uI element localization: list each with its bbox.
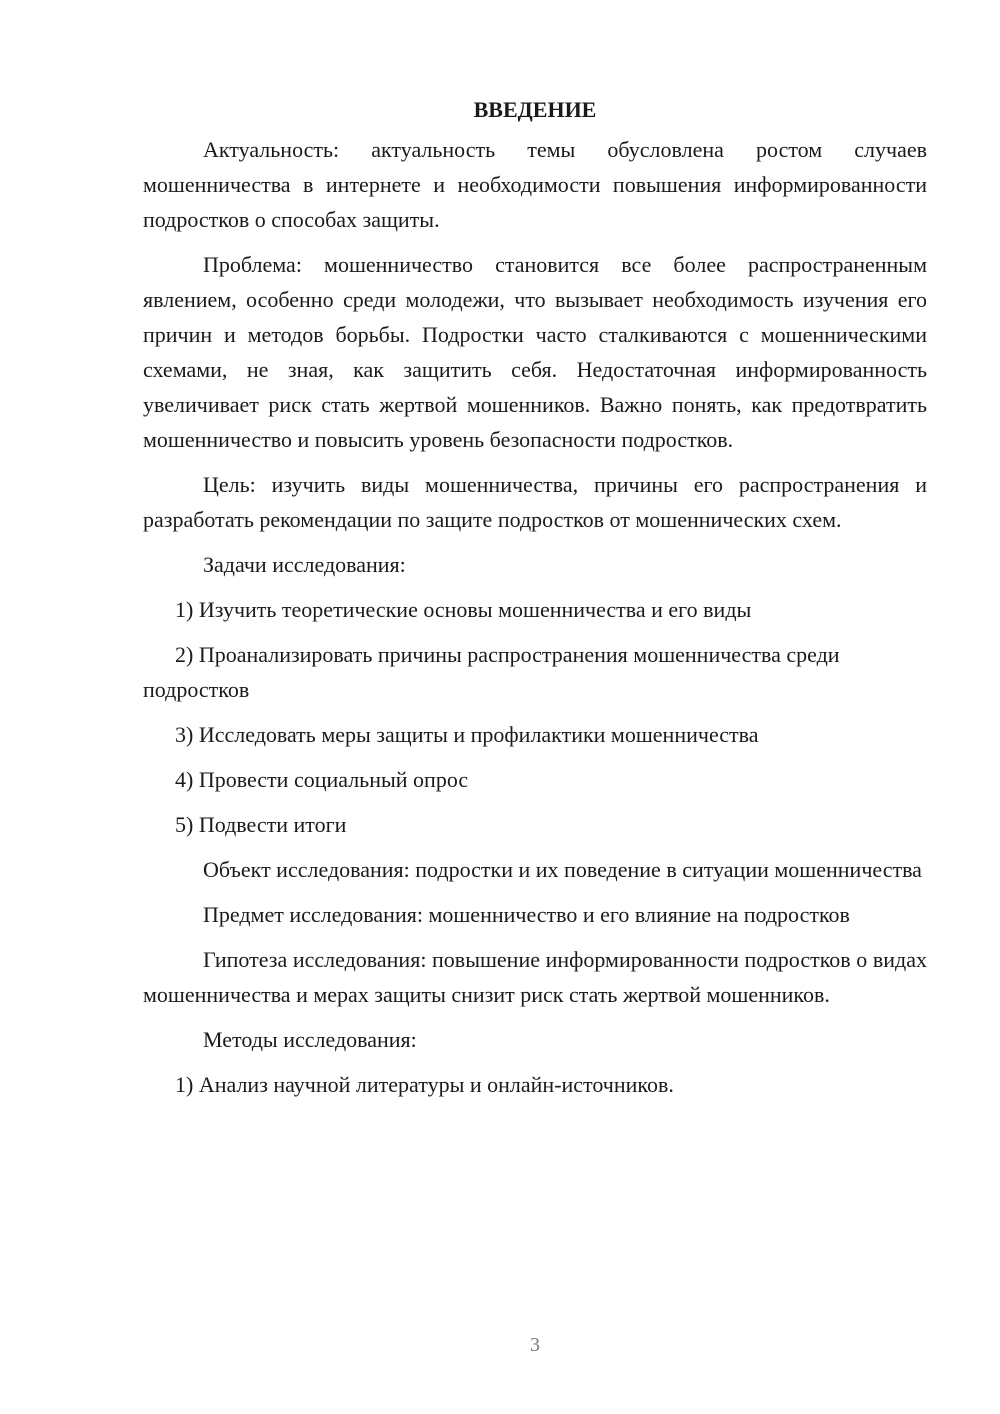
method-item-1: 1) Анализ научной литературы и онлайн-источников. (175, 1072, 674, 1097)
task-item-3: 3) Исследовать меры защиты и профилактики мошенничества (175, 722, 759, 747)
goal-paragraph: Цель: изучить виды мошенничества, причины его распространения и разработать рекомендации по защите подростков от мошеннических схем. (143, 472, 927, 532)
subject-paragraph: Предмет исследования: мошенничество и его влияние на подростков (203, 902, 850, 927)
tasks-heading: Задачи исследования: (203, 552, 406, 577)
object-paragraph: Объект исследования: подростки и их поведение в ситуации мошенничества (203, 857, 922, 882)
hypothesis-paragraph: Гипотеза исследования: повышение информированности подростков о видах мошенничества и мерах защиты снизит риск стать жертвой мошенников. (143, 947, 927, 1007)
relevance-paragraph: Актуальность: актуальность темы обусловлена ростом случаев мошенничества в интернете и необходимости повышения информированности подростков о способах защиты. (143, 137, 927, 232)
task-item-1: 1) Изучить теоретические основы мошенничества и его виды (175, 597, 752, 622)
problem-paragraph: Проблема: мошенничество становится все более распространенным явлением, особенно среди молодежи, что вызывает необходимость изучения его причин и методов борьбы. Подростки часто сталкиваются с мошенническими схемами, не зная, как защитить себя. Недостаточная информированность увеличивает риск стать жертвой мошенников. Важно понять, как предотвратить мошенничество и повысить уровень безопасности подростков. (143, 252, 927, 452)
task-item-2: 2) Проанализировать причины распространения мошенничества среди подростков (143, 642, 840, 702)
document-page (143, 92, 927, 1112)
document-title: ВВЕДЕНИЕ (473, 97, 597, 122)
page-number: 3 (530, 1334, 540, 1356)
task-item-4: 4) Провести социальный опрос (175, 767, 469, 792)
task-item-5: 5) Подвести итоги (175, 812, 347, 837)
methods-heading: Методы исследования: (203, 1027, 417, 1052)
